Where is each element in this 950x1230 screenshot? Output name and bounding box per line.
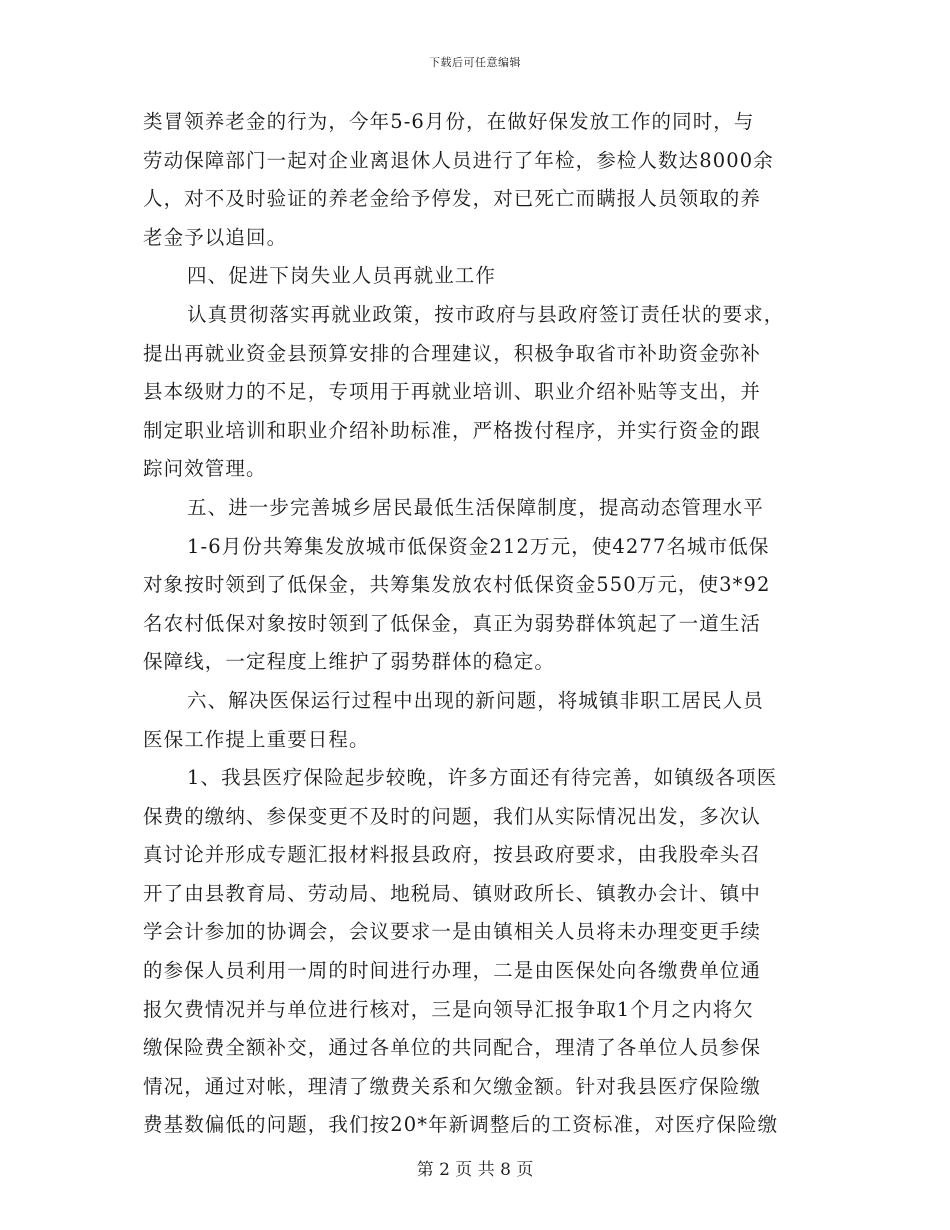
section-heading-6: 六、解决医保运行过程中出现的新问题，将城镇非职工居民人员 xyxy=(187,688,764,712)
body-line-4: 老金予以追回。 xyxy=(143,225,288,249)
body-line-20: 真讨论并形成专题汇报材料报县政府，按县政府要求，由我股牵头召 xyxy=(143,843,762,867)
body-line-18: 1、我县医疗保险起步较晚，许多方面还有待完善，如镇级各项医 xyxy=(187,766,778,790)
body-line-25: 缴保险费全额补交，通过各单位的共同配合，理清了各单位人员参保 xyxy=(143,1036,762,1060)
body-line-24: 报欠费情况并与单位进行核对，三是向领导汇报争取1个月之内将欠 xyxy=(143,997,754,1021)
body-line-6: 认真贯彻落实再就业政策，按市政府与县政府签订责任状的要求， xyxy=(187,302,785,326)
body-line-17: 医保工作提上重要日程。 xyxy=(143,727,370,751)
body-line-9: 制定职业培训和职业介绍补助标准，严格拨付程序，并实行资金的跟 xyxy=(143,418,762,442)
body-line-1: 类冒领养老金的行为，今年5-6月份，在做好保发放工作的同时，与 xyxy=(143,110,755,133)
body-line-15: 保障线，一定程度上维护了弱势群体的稳定。 xyxy=(143,650,556,674)
body-line-13: 对象按时领到了低保金，共筹集发放农村低保资金550万元，使3*92 xyxy=(143,573,771,597)
body-line-3: 人，对不及时验证的养老金给予停发，对已死亡而瞒报人员领取的养 xyxy=(143,187,762,211)
page-header: 下载后可任意编辑 xyxy=(429,56,521,69)
page-footer: 第 2 页 共 8 页 xyxy=(416,1160,534,1180)
body-line-2: 劳动保障部门一起对企业离退休人员进行了年检，参检人数达8000余 xyxy=(143,148,774,172)
body-line-27: 费基数偏低的问题，我们按20*年新调整后的工资标准，对医疗保险缴 xyxy=(143,1113,779,1137)
body-line-8: 县本级财力的不足，专项用于再就业培训、职业介绍补贴等支出，并 xyxy=(143,380,762,404)
body-line-12: 1-6月份共筹集发放城市低保资金212万元，使4277名城市低保 xyxy=(187,534,770,558)
body-line-7: 提出再就业资金县预算安排的合理建议，积极争取省市补助资金弥补 xyxy=(143,341,762,365)
body-line-21: 开了由县教育局、劳动局、地税局、镇财政所长、镇教办会计、镇中 xyxy=(143,881,762,905)
section-heading-4: 四、促进下岗失业人员再就业工作 xyxy=(187,264,497,288)
section-heading-5: 五、进一步完善城乡居民最低生活保障制度，提高动态管理水平 xyxy=(187,495,764,519)
body-line-22: 学会计参加的协调会，会议要求一是由镇相关人员将未办理变更手续 xyxy=(143,920,762,944)
body-line-10: 踪问效管理。 xyxy=(143,457,267,481)
body-line-23: 的参保人员利用一周的时间进行办理，二是由医保处向各缴费单位通 xyxy=(143,959,762,983)
body-line-19: 保费的缴纳、参保变更不及时的问题，我们从实际情况出发，多次认 xyxy=(143,804,762,828)
body-line-14: 名农村低保对象按时领到了低保金，真正为弱势群体筑起了一道生活 xyxy=(143,611,762,635)
body-line-26: 情况，通过对帐，理清了缴费关系和欠缴金额。针对我县医疗保险缴 xyxy=(143,1074,762,1098)
document-body xyxy=(143,103,809,1145)
